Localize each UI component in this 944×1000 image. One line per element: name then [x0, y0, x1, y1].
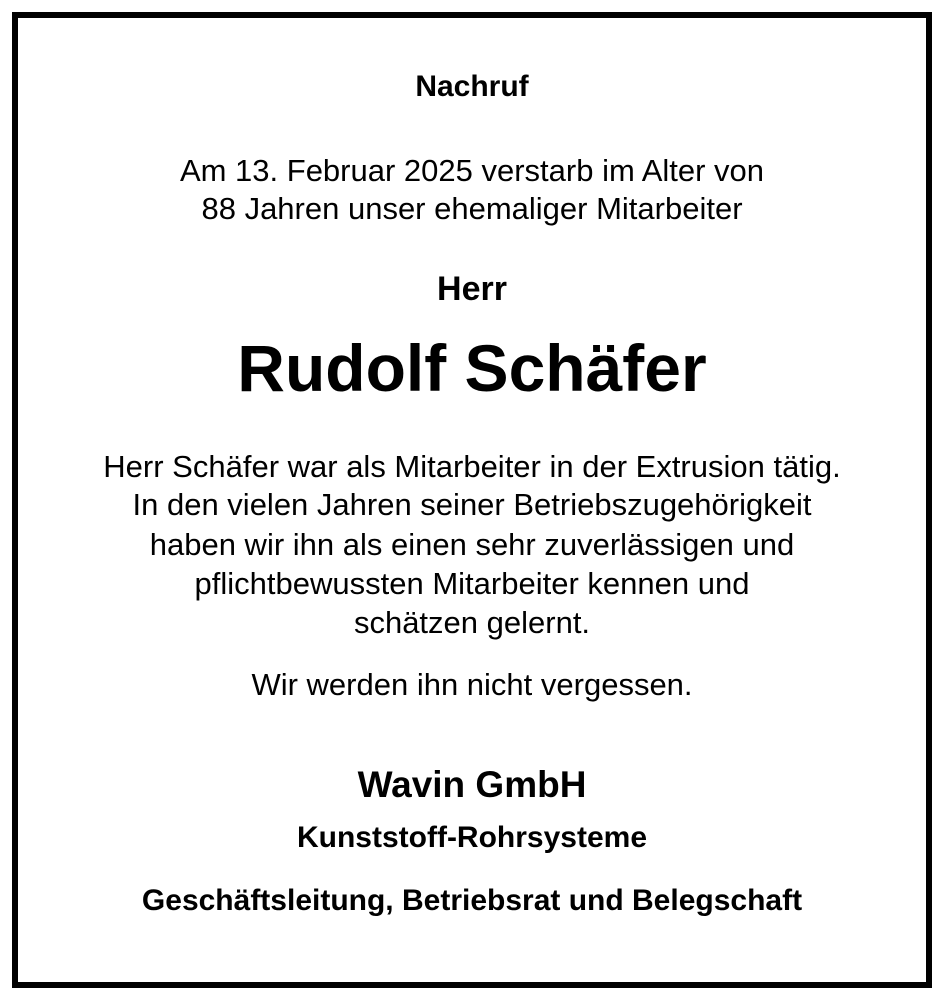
intro-line-1: Am 13. Februar 2025 verstarb im Alter von: [179, 153, 765, 188]
person-title: Herr: [437, 270, 507, 308]
heading-nachruf: Nachruf: [415, 70, 529, 103]
signatories: Geschäftsleitung, Betriebsrat und Belegschaft: [141, 884, 803, 917]
tribute-line-1: Herr Schäfer war als Mitarbeiter in der Extrusion tätig.: [103, 449, 841, 484]
person-name: Rudolf Schäfer: [237, 331, 707, 405]
tribute-line-4: pflichtbewussten Mitarbeiter kennen und: [194, 566, 750, 601]
company-name: Wavin GmbH: [357, 764, 587, 805]
company-division: Kunststoff-Rohrsysteme: [296, 821, 648, 854]
intro-line-2: 88 Jahren unser ehemaliger Mitarbeiter: [201, 191, 743, 226]
tribute-line-5: schätzen gelernt.: [353, 605, 591, 640]
closing-line: Wir werden ihn nicht vergessen.: [251, 667, 693, 702]
tribute-line-3: haben wir ihn als einen sehr zuverlässigen und: [149, 527, 795, 562]
tribute-line-2: In den vielen Jahren seiner Betriebszugehörigkeit: [132, 487, 812, 522]
